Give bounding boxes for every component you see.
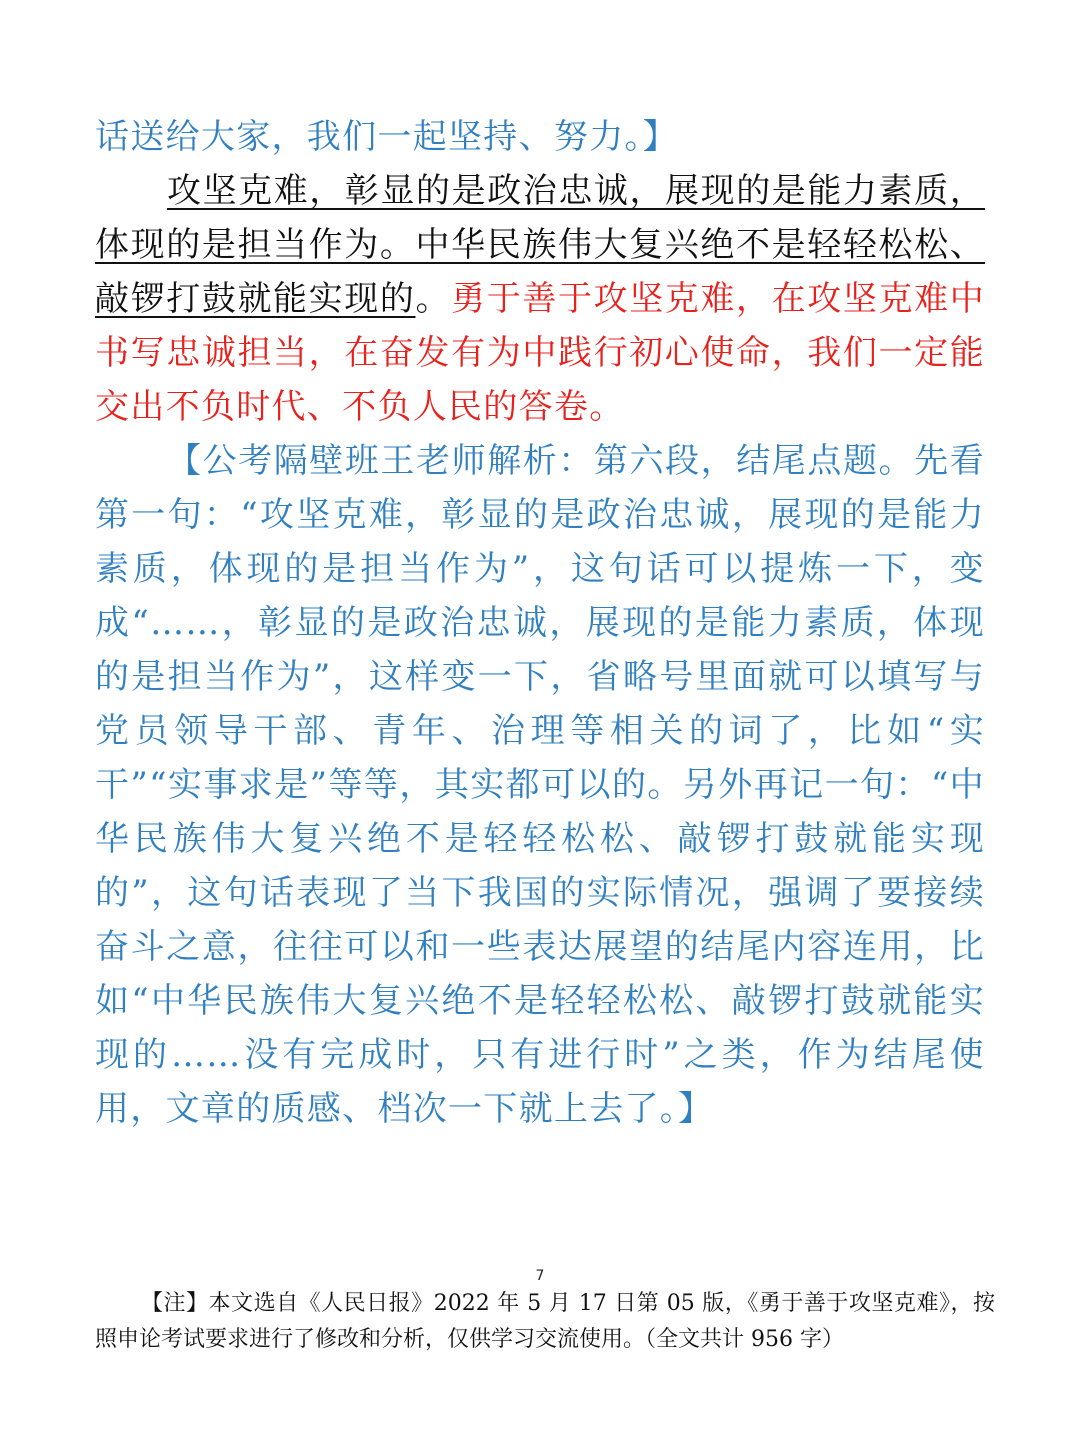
underlined-sentence-2: 中华民族伟大复兴绝不是轻轻松松、敲锣打鼓就能实现的 — [95, 225, 985, 319]
source-note-text: 【注】本文选自《人民日报》2022 年 5 月 17 日第 05 版，《勇于善于攻坚克难》，按照申论考试要求进行了修改和分析，仅供学习交流使用。（全文共计 956 字） — [95, 1291, 995, 1352]
red-conclusion: 勇于善于攻坚克难，在攻坚克难中书写忠诚担当，在奋发有为中践行初心使命，我们一定能交出不负时代、不负人民的答卷。 — [95, 279, 986, 427]
source-note — [95, 1286, 995, 1358]
main-text — [95, 110, 985, 1136]
closing-paragraph — [95, 164, 985, 434]
underlined-sentence-1: 攻坚克难，彰显的是政治忠诚，展现的是能力素质，体现的是担当作为。 — [95, 171, 985, 265]
paragraph-period: 。 — [415, 279, 452, 319]
page-number: 7 — [535, 1268, 545, 1284]
teacher-analysis: 【公考隔壁班王老师解析：第六段，结尾点题。先看第一句：“攻坚克难，彰显的是政治忠诚，展现的是能力素质，体现的是担当作为”，这句话可以提炼一下，变成“……，彰显的是政治忠诚，展现的是能力素质，体现的是担当作为”，这样变一下，省略号里面就可以填写与党员领导干部、青年、治理等相关的词了，比如“实干”“实事求是”等等，其实都可以的。另外再记一句：“中华民族伟大复兴绝不是轻轻松松、敲锣打鼓就能实现的”，这句话表现了当下我国的实际情况，强调了要接续奋斗之意，往往可以和一些表达展望的结尾内容连用，比如“中华民族伟大复兴绝不是轻轻松松、敲锣打鼓就能实现的……没有完成时，只有进行时”之类，作为结尾使用，文章的质感、档次一下就上去了。】 — [95, 441, 985, 1129]
closing-analysis-line: 话送给大家，我们一起坚持、努力。】 — [95, 117, 679, 157]
